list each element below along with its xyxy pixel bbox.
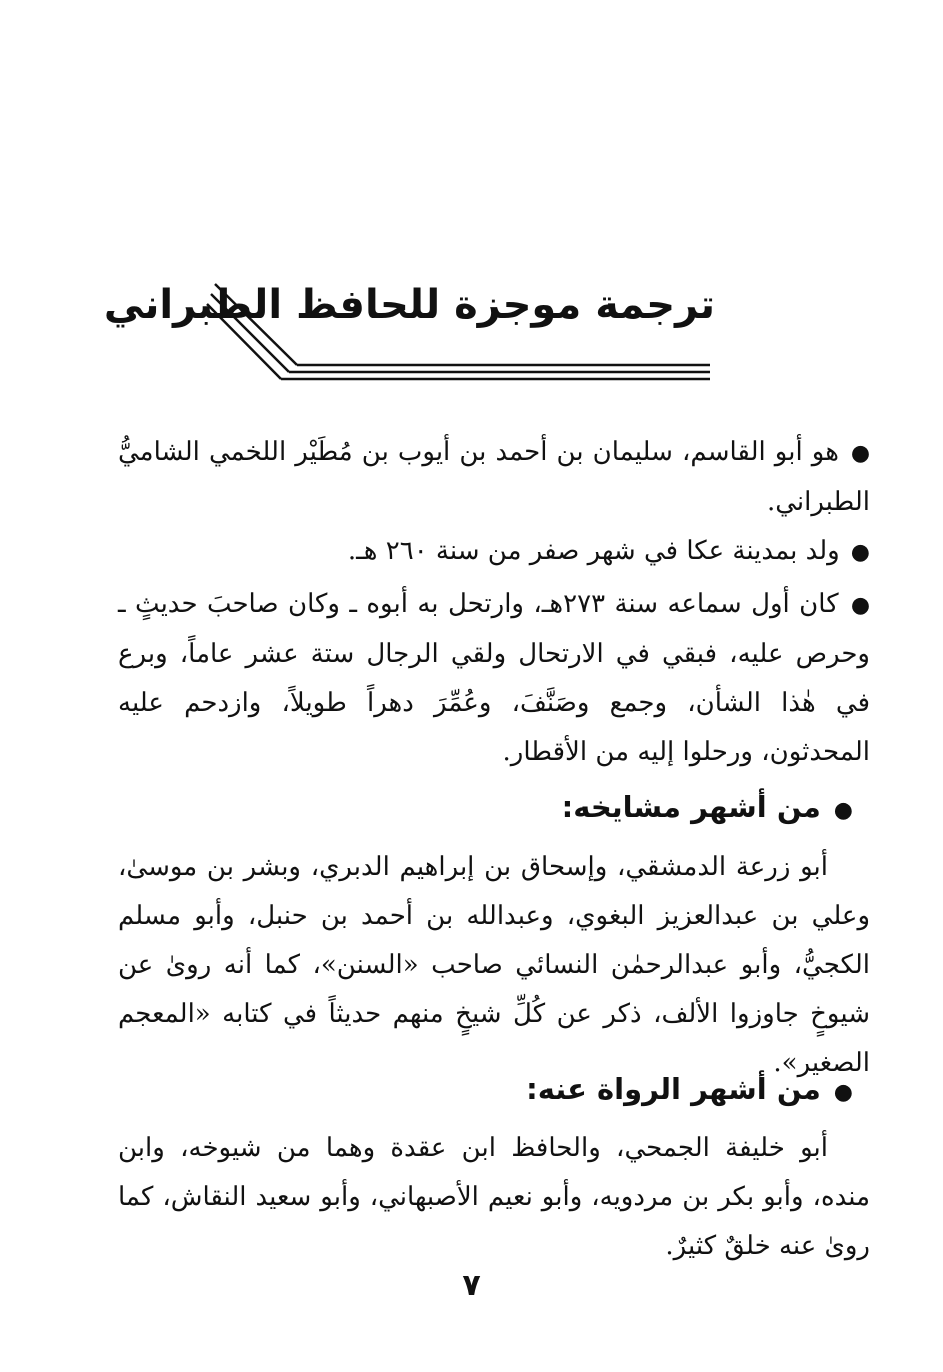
- teachers-heading-text: من أشهر مشايخه:: [561, 790, 821, 824]
- teachers-heading: [562, 790, 853, 824]
- bio-paragraph-travel: [118, 580, 870, 777]
- bio-paragraph-birth: [118, 527, 870, 577]
- bio-paragraph-name: [118, 428, 870, 527]
- bullet-icon: ●: [850, 441, 871, 466]
- bio-text-birth: ولد بمدينة عكا في شهر صفر من سنة ٢٦٠ هـ.: [347, 536, 840, 566]
- bullet-icon: ●: [833, 1080, 853, 1105]
- bullet-icon: ●: [850, 540, 870, 565]
- students-heading-text: من أشهر الرواة عنه:: [526, 1072, 821, 1106]
- title-block: [103, 272, 725, 397]
- page-title: ترجمة موجزة للحافظ الطبراني: [103, 282, 715, 328]
- students-heading: [526, 1072, 853, 1106]
- bullet-icon: ●: [850, 593, 871, 618]
- bio-text-name: هو أبو القاسم، سليمان بن أحمد بن أيوب بن مُطَيْر اللخمي الشاميُّ الطبراني.: [118, 437, 870, 517]
- page-number: ٧: [462, 1268, 481, 1303]
- students-paragraph: أبو خليفة الجمحي، والحافظ ابن عقدة وهما من شيوخه، وابن منده، وأبو بكر بن مردويه، وأبو نعيم الأصبهاني، وأبو سعيد النقاش، كما روىٰ عنه خلقٌ كثيرٌ.: [118, 1133, 870, 1261]
- teachers-paragraph: أبو زرعة الدمشقي، وإسحاق بن إبراهيم الدبري، وبشر بن موسىٰ، وعلي بن عبدالعزيز البغوي، وعبدالله بن أحمد بن حنبل، وأبو مسلم الكجيُّ، وأبو عبدالرحمٰن النسائي صاحب «السنن»، كما أنه روىٰ عن شيوخٍ جاوزوا الألف، ذكر عن كُلِّ شيخٍ منهم حديثاً في كتابه «المعجم الصغير».: [118, 852, 870, 1078]
- bio-text-travel: كان أول سماعه سنة ٢٧٣هـ، وارتحل به أبوه ـ وكان صاحبَ حديثٍ ـ وحرص عليه، فبقي في الارتحال ولقي الرجال ستة عشر عاماً، وبرع في هٰذا الشأن، وجمع وصَنَّفَ، وعُمِّرَ دهراً طويلاً، وازدحم عليه المحدثون، ورحلوا إليه من الأقطار.: [118, 589, 870, 767]
- bullet-icon: ●: [833, 798, 853, 823]
